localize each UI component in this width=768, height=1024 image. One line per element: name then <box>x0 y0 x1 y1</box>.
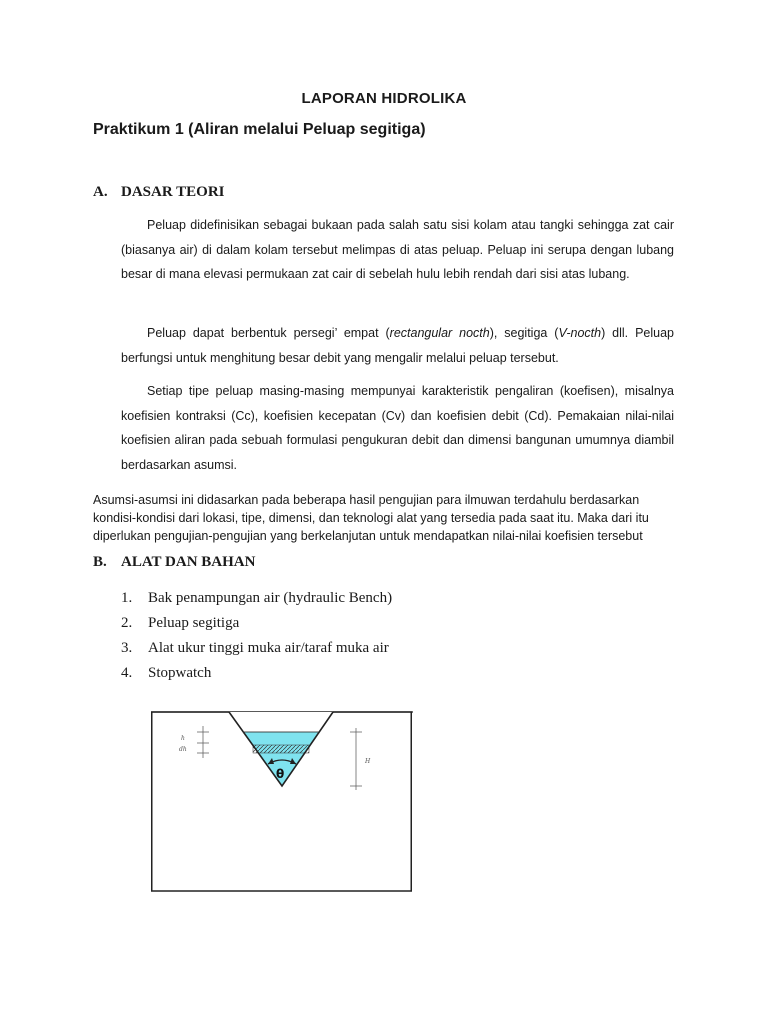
h-label: h <box>181 735 185 742</box>
paragraph-2-text-c: ) dll. Peluap berfungsi untuk menghitung besar debit yang mengalir melalui peluap tersebut. <box>121 326 674 365</box>
section-a-heading <box>93 184 225 201</box>
list-item-text: Alat ukur tinggi muka air/taraf muka air <box>148 640 389 656</box>
list-item <box>121 586 392 611</box>
section-b-heading <box>93 554 255 571</box>
section-a-title: DASAR TEORI <box>121 184 225 200</box>
list-item <box>121 636 392 661</box>
list-item-text: Peluap segitiga <box>148 615 240 631</box>
list-item-number: 3. <box>121 640 133 656</box>
list-item-number: 2. <box>121 615 133 631</box>
theta-label: θ <box>276 767 285 781</box>
dh-label: dh <box>179 746 187 753</box>
list-item-text: Bak penampungan air (hydraulic Bench) <box>148 590 393 606</box>
v-notch-weir-figure <box>151 706 413 892</box>
paragraph-1 <box>121 213 674 287</box>
paragraph-3-text: Setiap tipe peluap masing-masing mempunyai karakteristik pengaliran (koefisen), misalnya koefisien kontraksi (Cc), koefisien kecepatan (Cv) dan koefisien debit (Cd). Pemakaian nilai-nilai koefisien aliran pada sebuah formulasi pengukuran debit dan dimensi bangunan umumnya diambil berdasarkan asumsi. <box>121 384 674 472</box>
paragraph-2-text-a: Peluap dapat berbentuk persegi’ empat ( <box>147 326 390 340</box>
list-item-number: 1. <box>121 590 133 606</box>
section-b-title: ALAT DAN BAHAN <box>121 554 256 570</box>
practicum-subtitle: Praktikum 1 (Aliran melalui Peluap segitiga) <box>93 121 426 138</box>
paragraph-3 <box>121 379 674 477</box>
list-item-text: Stopwatch <box>148 665 212 681</box>
paragraph-2-text-b: ), segitiga ( <box>489 326 559 340</box>
equipment-list <box>121 586 392 686</box>
document-title: LAPORAN HIDROLIKA <box>301 90 467 107</box>
H-label: H <box>365 758 371 765</box>
paragraph-2 <box>121 321 674 370</box>
list-item <box>121 611 392 636</box>
paragraph-2-italic-b: V-nocth <box>558 326 602 340</box>
paragraph-note: Asumsi-asumsi ini didasarkan pada beberapa hasil pengujian para ilmuwan terdahulu berdasarkan kondisi-kondisi dari lokasi, tipe, dimensi, dan teknologi alat yang tersedia pada saat itu. Maka dari itu diperlukan pengujian-pengujian yang berkelanjutan untuk mendapatkan nilai-nilai koefisien tersebut <box>93 493 649 543</box>
paragraph-2-italic-a: rectangular nocth <box>389 326 490 340</box>
paragraph-1-text: Peluap didefinisikan sebagai bukaan pada salah satu sisi kolam atau tangki sehingga zat cair (biasanya air) di dalam kolam tersebut melimpas di atas peluap. Peluap ini serupa dengan lubang besar di mana elevasi permukaan zat cair di sebelah hulu lebih rendah dari sisi atas lubang. <box>121 218 674 281</box>
section-b-letter: B. <box>93 554 107 570</box>
section-a-letter: A. <box>93 184 108 200</box>
list-item <box>121 661 392 686</box>
list-item-number: 4. <box>121 665 133 681</box>
strip-hatch <box>253 745 309 753</box>
